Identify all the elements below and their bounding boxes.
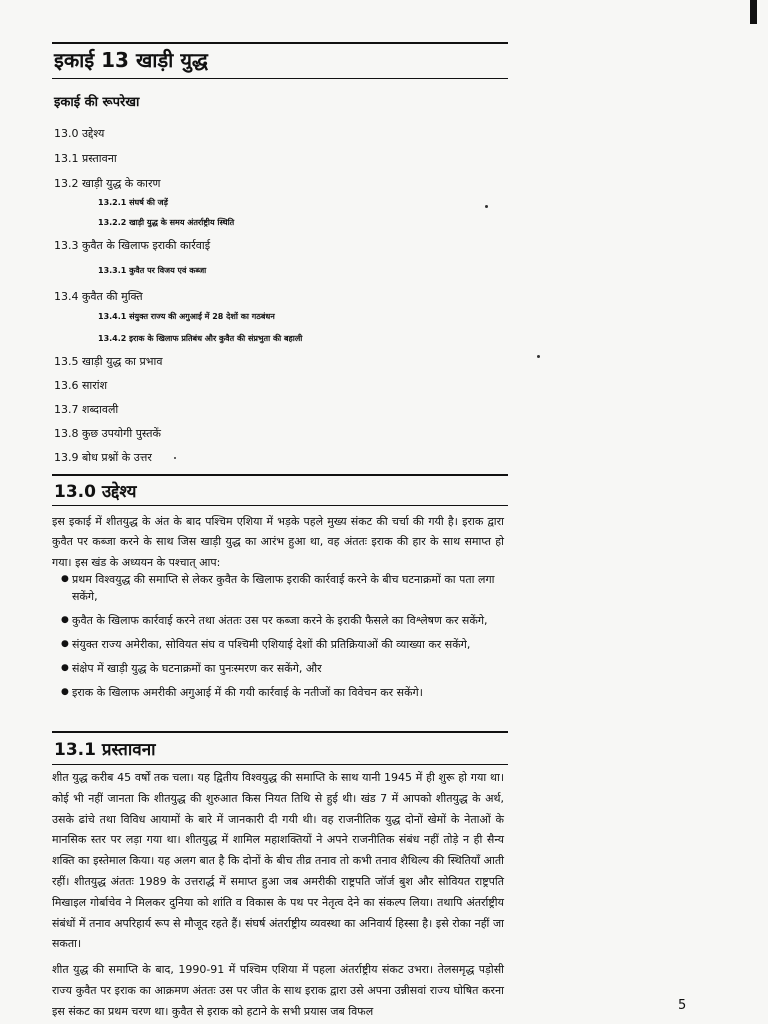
section-rule <box>52 474 508 476</box>
toc-subitem: 13.2.1 संघर्ष की जड़ें <box>98 198 168 207</box>
section-title-introduction: 13.1 प्रस्तावना <box>54 740 156 760</box>
list-item: ● कुवैत के खिलाफ कार्रवाई करने तथा अंततः उस पर कब्जा करने के इराकी फैसले का विश्लेषण कर सकेंगे, <box>70 612 504 629</box>
toc-item: 13.0 उद्देश्य <box>54 127 105 140</box>
toc-item: 13.2 खाड़ी युद्ध के कारण <box>54 177 161 190</box>
scan-speck <box>485 205 488 208</box>
toc-item: 13.4 कुवैत की मुक्ति <box>54 290 143 303</box>
section-rule <box>52 764 508 765</box>
toc-item: 13.3 कुवैत के खिलाफ इराकी कार्रवाई <box>54 239 211 252</box>
page-number: 5 <box>678 998 687 1013</box>
introduction-paragraph-1: शीत युद्ध करीब 45 वर्षों तक चला। यह द्वितीय विश्वयुद्ध की समाप्ति के साथ यानी 1945 में ही शुरू हो गया था। कोई भी नहीं जानता कि शीतयुद्ध की शुरुआत किस नियत तिथि से हुई थी। खंड 7 में आपको शीतयुद्ध के अर्थ, उसके ढांचे तथा विविध आयामों के बारे में जानकारी दी गयी थी। वह राजनीतिक युद्ध दोनों खेमों के नेताओं के मानसिक स्तर पर लड़ा गया था। शीतयुद्ध में शामिल महाशक्तियों ने अपने राजनीतिक संबंध नहीं तोड़े न ही सैन्य शक्ति का इस्तेमाल किया। यह अलग बात है कि दोनों के बीच तीव्र तनाव तो कभी तनाव शैथिल्य की स्थितियाँ आती रहीं। शीतयुद्ध अंततः 1989 के उत्तरार्द्ध में समाप्त हुआ जब अमरीकी राष्ट्रपति जॉर्ज बुश और सोवियत राष्ट्रपति मिखाइल गोर्बाचेव ने मिलकर दुनिया को शांति व विकास के पथ पर नेतृत्व देने का संकल्प लिया। तथापि अंतर्राष्ट्रीय संबंधों में तनाव अपरिहार्य रूप से मौजूद रहते हैं। संघर्ष अंतर्राष्ट्रीय व्यवस्था का अनिवार्य हिस्सा है। इसे रोका नहीं जा सकता। <box>52 771 504 951</box>
objectives-intro: इस इकाई में शीतयुद्ध के अंत के बाद पश्चिम एशिया में भड़के पहले मुख्य संकट की चर्चा की गयी है। इराक द्वारा कुवैत पर कब्जा करने के साथ जिस खाड़ी युद्ध का आरंभ हुआ था, वह अंततः इराक की हार के साथ समाप्त हो गया। इस खंड के अध्ययन के पश्चात् आप: <box>52 515 504 569</box>
top-rule <box>52 42 508 44</box>
list-item: ● संयुक्त राज्य अमेरीका, सोवियत संघ व पश्चिमी एशियाई देशों की प्रतिक्रियाओं की व्याख्या कर सकेंगे, <box>70 636 504 653</box>
outline-title: इकाई की रूपरेखा <box>54 95 140 110</box>
introduction-paragraph-2: शीत युद्ध की समाप्ति के बाद, 1990-91 में पश्चिम एशिया में पहला अंतर्राष्ट्रीय संकट उभरा। तेलसमृद्ध पड़ोसी राज्य कुवैत पर इराक का आक्रमण अंततः उस पर जीत के साथ इराक द्वारा उसे अपना उन्नीसवां राज्य घोषित करना इस संकट का प्रथम चरण था। कुवैत से इराक को हटाने के सभी प्रयास जब विफल <box>52 963 504 1018</box>
scan-speck <box>174 457 176 459</box>
list-item: ● इराक के खिलाफ अमरीकी अगुआई में की गयी कार्रवाई के नतीजों का विवेचन कर सकेंगे। <box>70 684 504 701</box>
toc-item: 13.1 प्रस्तावना <box>54 152 117 165</box>
section-title-objectives: 13.0 उद्देश्य <box>54 482 137 502</box>
toc-item: 13.5 खाड़ी युद्ध का प्रभाव <box>54 355 163 368</box>
toc-item: 13.7 शब्दावली <box>54 403 119 416</box>
list-item: ● प्रथम विश्वयुद्ध की समाप्ति से लेकर कुवैत के खिलाफ इराकी कार्रवाई करने के बीच घटनाक्रमों का पता लगा सकेंगे, <box>70 571 504 605</box>
scan-speck <box>537 355 540 358</box>
toc-subitem: 13.3.1 कुवैत पर विजय एवं कब्जा <box>98 266 207 275</box>
list-item: ● संक्षेप में खाड़ी युद्ध के घटनाक्रमों का पुनःस्मरण कर सकेंगे, और <box>70 660 504 677</box>
section-rule <box>52 731 508 733</box>
toc-item: 13.8 कुछ उपयोगी पुस्तकें <box>54 427 161 440</box>
toc-item: 13.6 सारांश <box>54 379 108 392</box>
toc-subitem: 13.4.1 संयुक्त राज्य की अगुआई में 28 देशों का गठबंधन <box>98 312 275 321</box>
section-rule <box>52 505 508 506</box>
objectives-list <box>70 571 504 708</box>
toc-item: 13.9 बोध प्रश्नों के उत्तर <box>54 451 152 464</box>
scan-edge-mark <box>750 0 757 24</box>
toc-subitem: 13.2.2 खाड़ी युद्ध के समय अंतर्राष्ट्रीय स्थिति <box>98 218 235 227</box>
toc-subitem: 13.4.2 इराक के खिलाफ प्रतिबंध और कुवैत की संप्रभुता की बहाली <box>98 334 303 343</box>
unit-title: इकाई 13 खाड़ी युद्ध <box>54 48 208 72</box>
title-rule <box>52 78 508 79</box>
